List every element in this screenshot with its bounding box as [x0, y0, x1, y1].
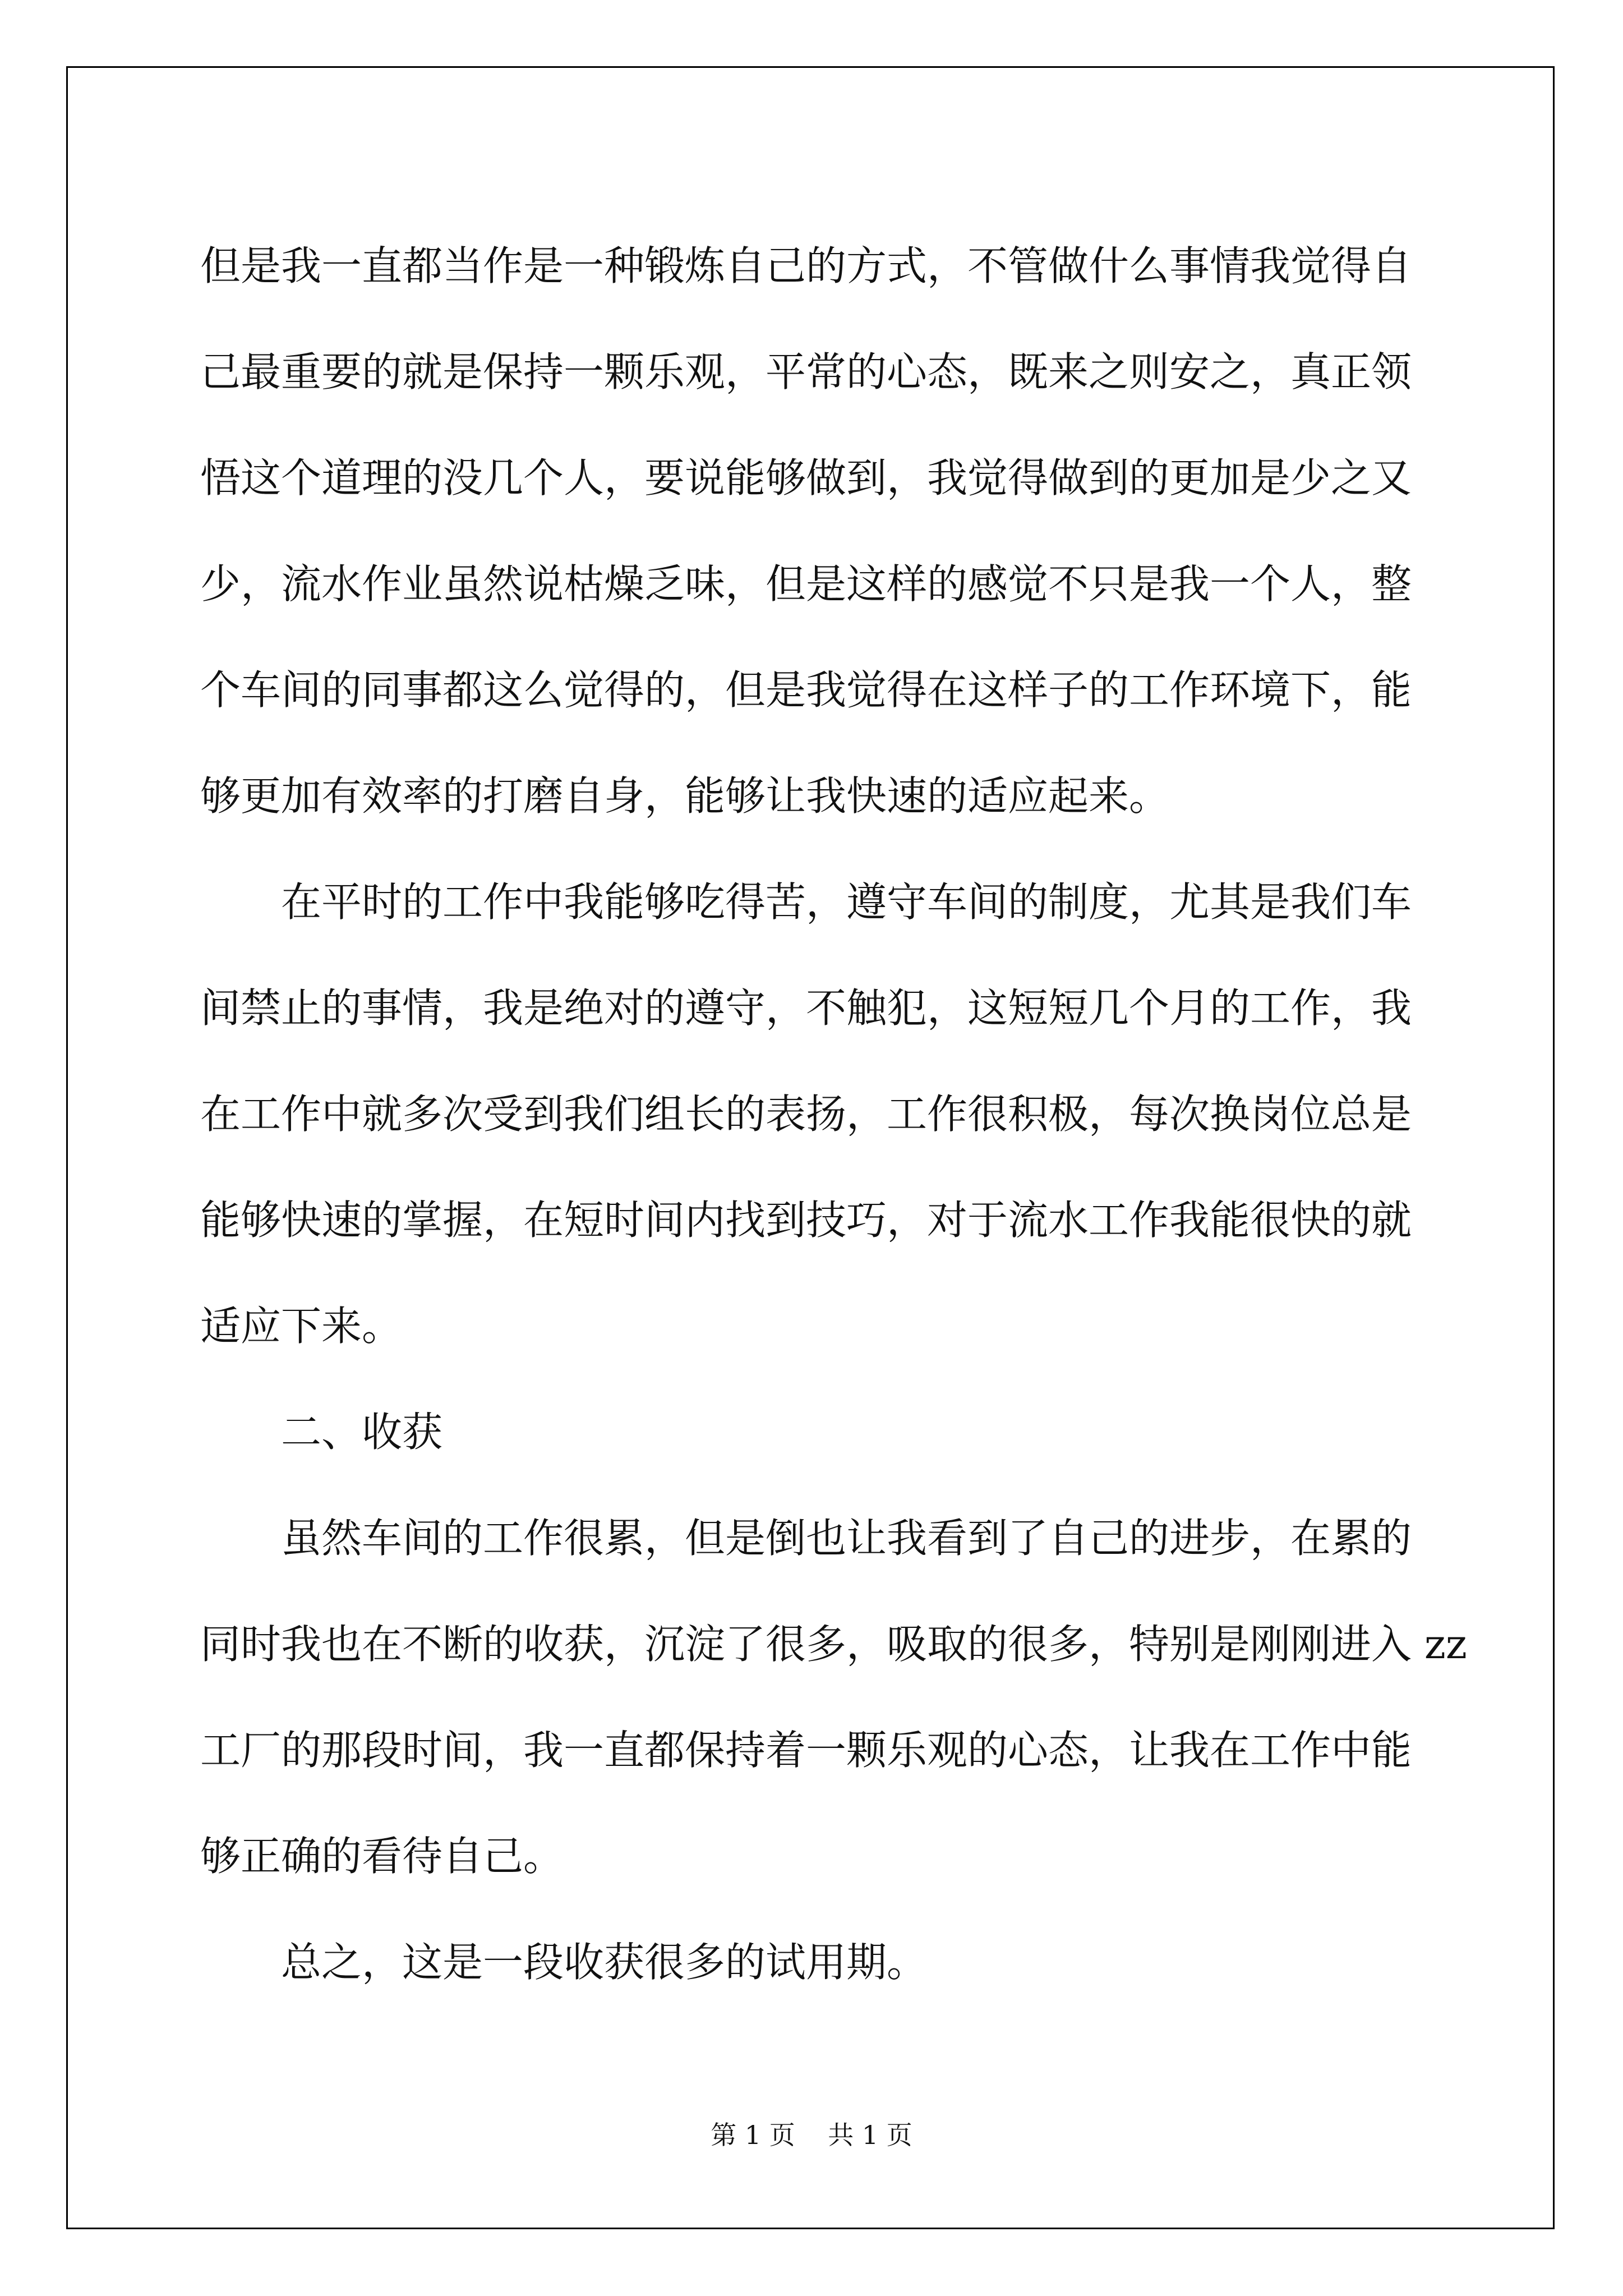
document-body [200, 213, 1467, 2016]
text-line: 在工作中就多次受到我们组长的表扬，工作很积极，每次换岗位总是 [200, 1091, 1412, 1138]
text-line: 适应下来。 [200, 1303, 403, 1350]
paragraph-1 [200, 213, 1440, 849]
text-line: 悟这个道理的没几个人，要说能够做到，我觉得做到的更加是少之又 [200, 454, 1412, 501]
text-line: 己最重要的就是保持一颗乐观，平常的心态，既来之则安之，真正领 [200, 348, 1412, 395]
paragraph-4 [200, 1910, 1440, 2016]
section-heading-text: 二、收获 [281, 1409, 443, 1456]
text-line: 但是我一直都当作是一种锻炼自己的方式，不管做什么事情我觉得自 [200, 242, 1412, 289]
text-line: 总之，这是一段收获很多的试用期。 [281, 1939, 928, 1986]
text-line: 在平时的工作中我能够吃得苦，遵守车间的制度，尤其是我们车 [281, 878, 1412, 926]
section-heading [200, 1379, 1440, 1485]
text-line: 能够快速的掌握，在短时间内找到技巧，对于流水工作我能很快的就 [200, 1197, 1412, 1244]
paragraph-3 [200, 1485, 1467, 1910]
text-line: 同时我也在不断的收获，沉淀了很多，吸取的很多，特别是刚刚进入 zz [200, 1621, 1467, 1668]
text-line: 虽然车间的工作很累，但是倒也让我看到了自己的进步，在累的 [281, 1515, 1412, 1562]
text-line: 够正确的看待自己。 [200, 1833, 564, 1880]
text-line: 够更加有效率的打磨自身，能够让我快速的适应起来。 [200, 772, 1170, 820]
text-line: 个车间的同事都这么觉得的，但是我觉得在这样子的工作环境下，能 [200, 666, 1412, 714]
paragraph-2 [200, 849, 1440, 1379]
text-line: 工厂的那段时间，我一直都保持着一颗乐观的心态，让我在工作中能 [200, 1727, 1412, 1774]
text-line: 少，流水作业虽然说枯燥乏味，但是这样的感觉不只是我一个人，整 [200, 560, 1412, 608]
page-number-footer: 第 1 页 共 1 页 [711, 2120, 912, 2150]
text-line: 间禁止的事情，我是绝对的遵守，不触犯，这短短几个月的工作，我 [200, 984, 1412, 1032]
